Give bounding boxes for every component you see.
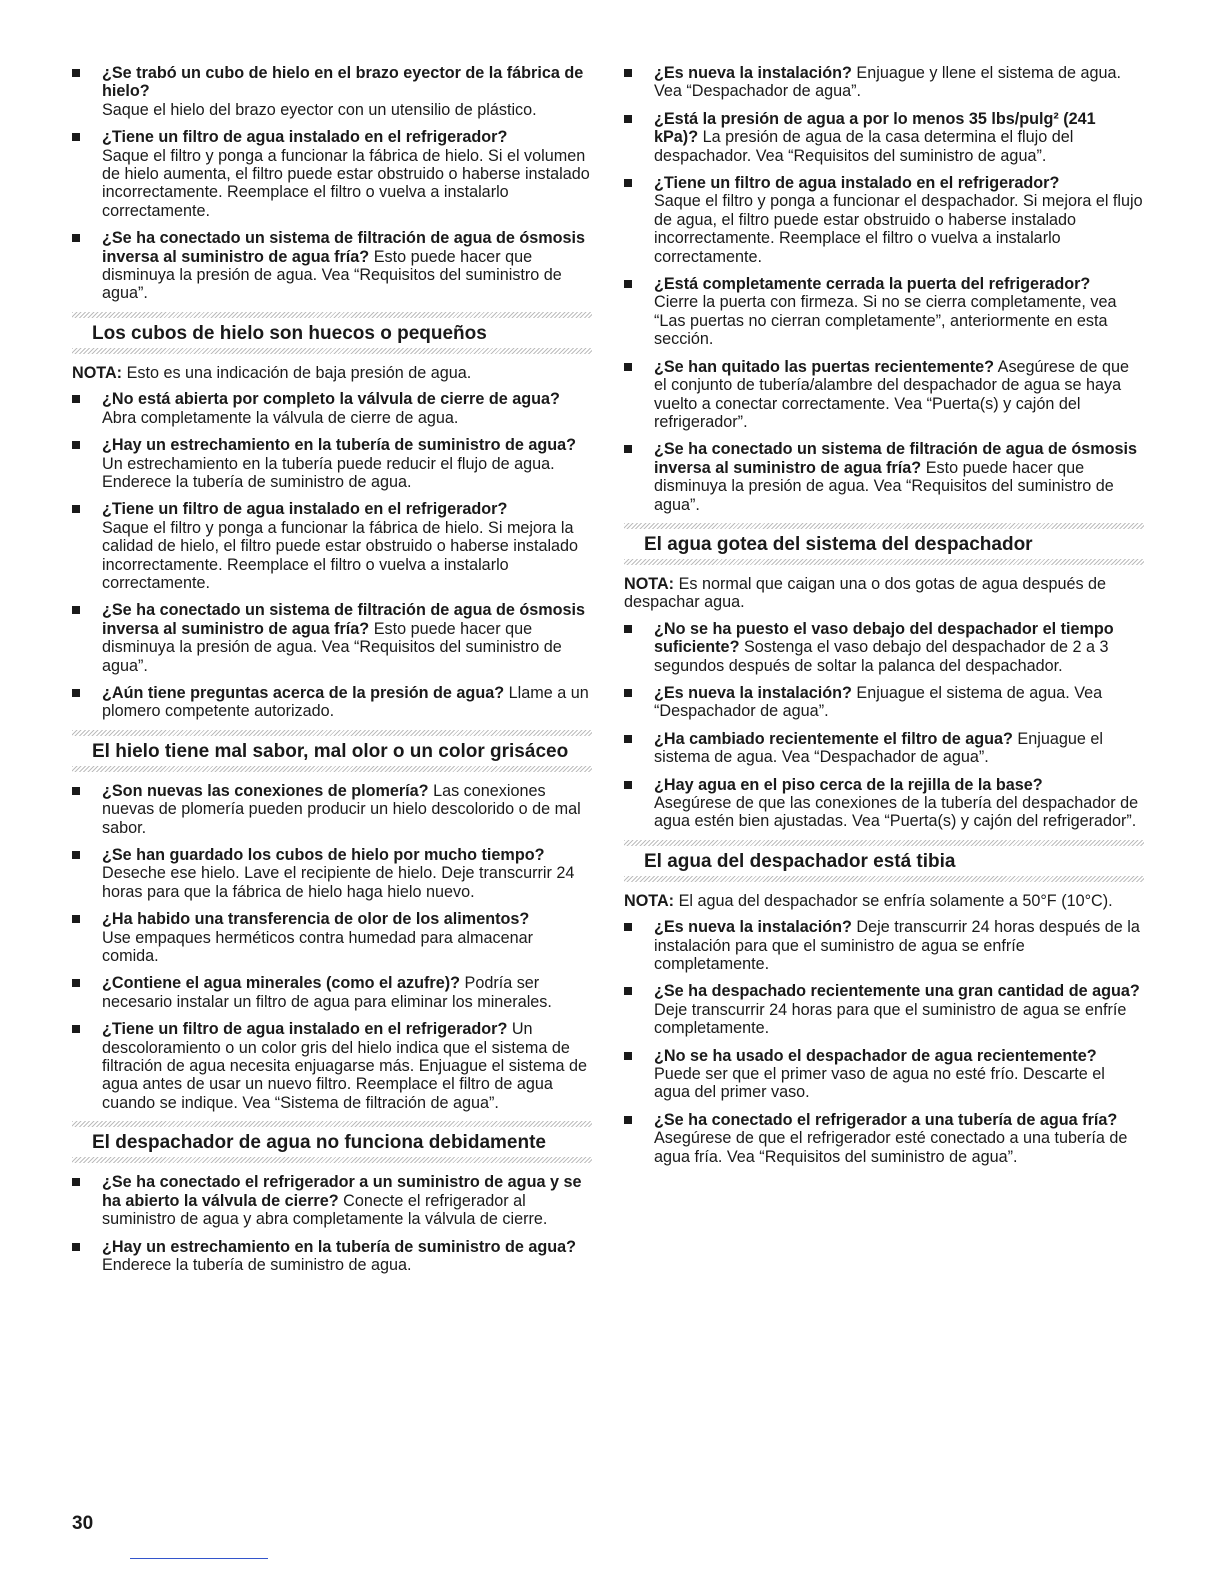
- list-item: [72, 974, 592, 1011]
- question: ¿Contiene el agua minerales (como el azufre)?: [102, 974, 461, 993]
- answer: Enjuague el sistema de agua. Vea “Despachador de agua”.: [654, 729, 1103, 767]
- answer: Sostenga el vaso debajo del despachador de 2 a 3 segundos después de soltar la palanca del despachador.: [654, 638, 1109, 675]
- answer: Enjuague y llene el sistema de agua. Vea “Despachador de agua”.: [654, 64, 1121, 101]
- bullet-icon: [72, 689, 80, 697]
- right-top-list: [624, 64, 1144, 514]
- hollow-cubes-list: [72, 390, 592, 721]
- list-item: [624, 776, 1144, 831]
- left-column: [72, 64, 592, 1283]
- question: ¿Se ha conectado el refrigerador a una tubería de agua fría?: [654, 1110, 1118, 1129]
- list-item: [72, 500, 592, 592]
- question: ¿Ha habido una transferencia de olor de los alimentos?: [102, 910, 530, 929]
- question: ¿Hay un estrechamiento en la tubería de suministro de agua?: [102, 436, 577, 455]
- note-label: NOTA:: [624, 574, 675, 593]
- question: ¿Se han guardado los cubos de hielo por mucho tiempo?: [102, 846, 545, 864]
- section-header-dripping: [624, 523, 1144, 565]
- question: ¿Hay agua en el piso cerca de la rejilla de la base?: [654, 775, 1043, 794]
- question: ¿Es nueva la instalación?: [654, 918, 852, 937]
- list-item: [72, 436, 592, 491]
- question: ¿Se ha conectado un sistema de filtración de agua de ósmosis inversa al suministro de agua fría?: [102, 601, 586, 638]
- question: ¿Está la presión de agua a por lo menos 35 lbs/pulg² (241 kPa)?: [654, 109, 1096, 147]
- list-item: [72, 910, 592, 965]
- answer: La presión de agua de la casa determina el flujo del despachador. Vea “Requisitos del suministro de agua”.: [654, 128, 1074, 165]
- list-item: [72, 128, 592, 220]
- bullet-icon: [72, 1025, 80, 1033]
- answer: Un descoloramiento o un color gris del hielo indica que el sistema de filtración de agua necesita enjuagarse más. Enjuague el sistema de agua antes de usar un nuevo filtro. Reemplace el filtro de agua cuando se indique. Vea “Sistema de filtración de agua”.: [102, 1020, 588, 1112]
- bullet-icon: [72, 1243, 80, 1251]
- answer: Deje transcurrir 24 horas después de la instalación para que el suministro de agua se enfríe completamente.: [654, 918, 1140, 974]
- dispenser-not-working-list: [72, 1173, 592, 1274]
- bullet-icon: [72, 441, 80, 449]
- answer: Podría ser necesario instalar un filtro de agua para eliminar los minerales.: [102, 974, 552, 1011]
- list-item: [624, 730, 1144, 767]
- note-label: NOTA:: [72, 363, 123, 382]
- section-divider: [624, 876, 1144, 882]
- note: [624, 575, 1144, 612]
- question: ¿Es nueva la instalación?: [654, 64, 852, 82]
- answer: Enderece la tubería de suministro de agua.: [102, 1255, 412, 1274]
- bullet-icon: [624, 69, 632, 77]
- bullet-icon: [624, 781, 632, 789]
- list-item: [72, 1020, 592, 1112]
- bullet-icon: [624, 115, 632, 123]
- section-title: El agua gotea del sistema del despachador: [644, 533, 1033, 555]
- answer: Use empaques herméticos contra humedad para almacenar comida.: [102, 928, 534, 966]
- question: ¿Se trabó un cubo de hielo en el brazo eyector de la fábrica de hielo?: [102, 64, 584, 101]
- list-item: [72, 390, 592, 427]
- bullet-icon: [72, 606, 80, 614]
- note: [72, 364, 592, 382]
- bullet-icon: [624, 1116, 632, 1124]
- note-text: El agua del despachador se enfría solamente a 50°F (10°C).: [678, 891, 1113, 910]
- question: ¿Tiene un filtro de agua instalado en el refrigerador?: [102, 1020, 508, 1039]
- question: ¿Son nuevas las conexiones de plomería?: [102, 781, 429, 800]
- answer: Saque el filtro y ponga a funcionar la fábrica de hielo. Si el volumen de hielo aumenta, el filtro puede estar obstruido o haberse instalado incorrectamente. Reemplace el filtro o vuelva a instalarlo correctamente.: [102, 146, 590, 220]
- list-item: [72, 1238, 592, 1275]
- question: ¿Se ha conectado un sistema de filtración de agua de ósmosis inversa al suministro de agua fría?: [654, 440, 1138, 477]
- bullet-icon: [624, 280, 632, 288]
- section-title: El hielo tiene mal sabor, mal olor o un color grisáceo: [92, 740, 569, 762]
- answer: Saque el hielo del brazo eyector con un utensilio de plástico.: [102, 100, 537, 119]
- footer-rule: [130, 1558, 268, 1559]
- list-item: [72, 1173, 592, 1228]
- list-item: [624, 358, 1144, 432]
- answer: Llame a un plomero competente autorizado.: [102, 683, 589, 721]
- bullet-icon: [624, 1052, 632, 1060]
- list-item: [624, 1111, 1144, 1166]
- list-item: [72, 684, 592, 721]
- answer: Abra completamente la válvula de cierre de agua.: [102, 408, 459, 427]
- page-number: 30: [72, 1513, 94, 1534]
- list-item: [624, 174, 1144, 266]
- question: ¿Se ha conectado un sistema de filtración de agua de ósmosis inversa al suministro de agua fría?: [102, 229, 586, 266]
- bullet-icon: [72, 851, 80, 859]
- section-divider: [72, 766, 592, 772]
- question: ¿No está abierta por completo la válvula de cierre de agua?: [102, 390, 560, 409]
- list-item: [624, 275, 1144, 349]
- list-item: [624, 64, 1144, 101]
- bullet-icon: [624, 735, 632, 743]
- note-label: NOTA:: [624, 891, 675, 910]
- question: ¿Tiene un filtro de agua instalado en el refrigerador?: [102, 500, 508, 519]
- question: ¿Tiene un filtro de agua instalado en el refrigerador?: [102, 128, 508, 147]
- section-title: Los cubos de hielo son huecos o pequeños: [92, 322, 487, 344]
- answer: Conecte el refrigerador al suministro de agua y abra completamente la válvula de cierre.: [102, 1191, 548, 1229]
- list-item: [624, 982, 1144, 1037]
- list-item: [624, 684, 1144, 721]
- section-divider: [72, 1157, 592, 1163]
- bullet-icon: [72, 69, 80, 77]
- bullet-icon: [72, 979, 80, 987]
- question: ¿Es nueva la instalación?: [654, 683, 852, 702]
- list-item: [624, 110, 1144, 165]
- section-divider: [72, 348, 592, 354]
- section-title: El agua del despachador está tibia: [644, 850, 956, 872]
- answer: Esto puede hacer que disminuya la presión de agua. Vea “Requisitos del suministro de agua”.: [654, 458, 1114, 514]
- question: ¿No se ha puesto el vaso debajo del despachador el tiempo suficiente?: [654, 619, 1114, 657]
- question: ¿Está completamente cerrada la puerta del refrigerador?: [654, 275, 1091, 294]
- answer: Esto puede hacer que disminuya la presión de agua. Vea “Requisitos del suministro de agua”.: [102, 247, 562, 303]
- section-header-hollow-cubes: [72, 312, 592, 354]
- list-item: [72, 601, 592, 675]
- left-top-list: [72, 64, 592, 303]
- bullet-icon: [72, 505, 80, 513]
- bullet-icon: [72, 133, 80, 141]
- answer: Asegúrese de que el conjunto de tubería/alambre del despachador de agua se haya vuelto a conectar correctamente. Vea “Puerta(s) y cajón del refrigerador”.: [654, 357, 1130, 431]
- bullet-icon: [624, 689, 632, 697]
- list-item: [624, 440, 1144, 514]
- section-header-warm-water: [624, 840, 1144, 882]
- bullet-icon: [624, 363, 632, 371]
- note-text: Esto es una indicación de baja presión de agua.: [126, 363, 472, 382]
- answer: Saque el filtro y ponga a funcionar la fábrica de hielo. Si mejora la calidad de hielo, el filtro puede estar obstruido o haberse instalado incorrectamente. Reemplace el filtro o vuelva a instalarlo correctamente.: [102, 518, 579, 592]
- question: ¿Tiene un filtro de agua instalado en el refrigerador?: [654, 174, 1060, 193]
- bullet-icon: [624, 625, 632, 633]
- question: ¿Ha cambiado recientemente el filtro de agua?: [654, 729, 1013, 748]
- bullet-icon: [72, 234, 80, 242]
- bullet-icon: [624, 987, 632, 995]
- list-item: [72, 229, 592, 303]
- answer: Esto puede hacer que disminuya la presión de agua. Vea “Requisitos del suministro de agua”.: [102, 619, 562, 675]
- right-column: [624, 64, 1144, 1175]
- answer: Deje transcurrir 24 horas para que el suministro de agua se enfríe completamente.: [654, 1000, 1127, 1038]
- bullet-icon: [72, 787, 80, 795]
- answer: Asegúrese de que las conexiones de la tubería del despachador de agua estén bien ajustadas. Vea “Puerta(s) y cajón del refrigerador”.: [654, 794, 1139, 831]
- question: ¿Aún tiene preguntas acerca de la presión de agua?: [102, 683, 505, 702]
- list-item: [624, 1047, 1144, 1102]
- question: ¿Hay un estrechamiento en la tubería de suministro de agua?: [102, 1237, 577, 1256]
- bullet-icon: [624, 179, 632, 187]
- bullet-icon: [72, 915, 80, 923]
- question: ¿No se ha usado el despachador de agua recientemente?: [654, 1046, 1097, 1065]
- answer: Deseche ese hielo. Lave el recipiente de hielo. Deje transcurrir 24 horas para que la fábrica de hielo haga hielo nuevo.: [102, 864, 575, 901]
- answer: Las conexiones nuevas de plomería pueden producir un hielo descolorido o de mal sabor.: [102, 781, 581, 837]
- answer: Un estrechamiento en la tubería puede reducir el flujo de agua. Enderece la tubería de suministro de agua.: [102, 454, 555, 491]
- answer: Asegúrese de que el refrigerador esté conectado a una tubería de agua fría. Vea “Requisitos del suministro de agua”.: [654, 1129, 1128, 1166]
- question: ¿Se ha despachado recientemente una gran cantidad de agua?: [654, 982, 1140, 1001]
- dripping-list: [624, 620, 1144, 831]
- answer: Cierre la puerta con firmeza. Si no se cierra completamente, vea “Las puertas no cierran completamente”, anteriormente en esta sección.: [654, 293, 1117, 349]
- note-text: Es normal que caigan una o dos gotas de agua después de despachar agua.: [624, 574, 1107, 612]
- section-header-bad-taste: [72, 730, 592, 772]
- answer: Enjuague el sistema de agua. Vea “Despachador de agua”.: [654, 683, 1103, 721]
- answer: Puede ser que el primer vaso de agua no esté frío. Descarte el agua del primer vaso.: [654, 1065, 1105, 1102]
- answer: Saque el filtro y ponga a funcionar el despachador. Si mejora el flujo de agua, el filtro puede estar obstruido o haberse instalado incorrectamente. Reemplace el filtro o vuelva a instalarlo correctamente.: [654, 192, 1143, 266]
- list-item: [624, 620, 1144, 675]
- list-item: [72, 782, 592, 837]
- list-item: [72, 846, 592, 901]
- section-header-dispenser-not-working: [72, 1121, 592, 1163]
- section-divider: [624, 559, 1144, 565]
- list-item: [72, 64, 592, 119]
- note: [624, 892, 1144, 910]
- question: ¿Se ha conectado el refrigerador a un suministro de agua y se ha abierto la válvula de cierre?: [102, 1173, 582, 1210]
- question: ¿Se han quitado las puertas recientemente?: [654, 357, 995, 376]
- bad-taste-list: [72, 782, 592, 1113]
- warm-water-list: [624, 918, 1144, 1166]
- bullet-icon: [624, 445, 632, 453]
- list-item: [624, 918, 1144, 973]
- bullet-icon: [72, 1178, 80, 1186]
- section-title: El despachador de agua no funciona debidamente: [92, 1132, 546, 1154]
- bullet-icon: [624, 923, 632, 931]
- bullet-icon: [72, 395, 80, 403]
